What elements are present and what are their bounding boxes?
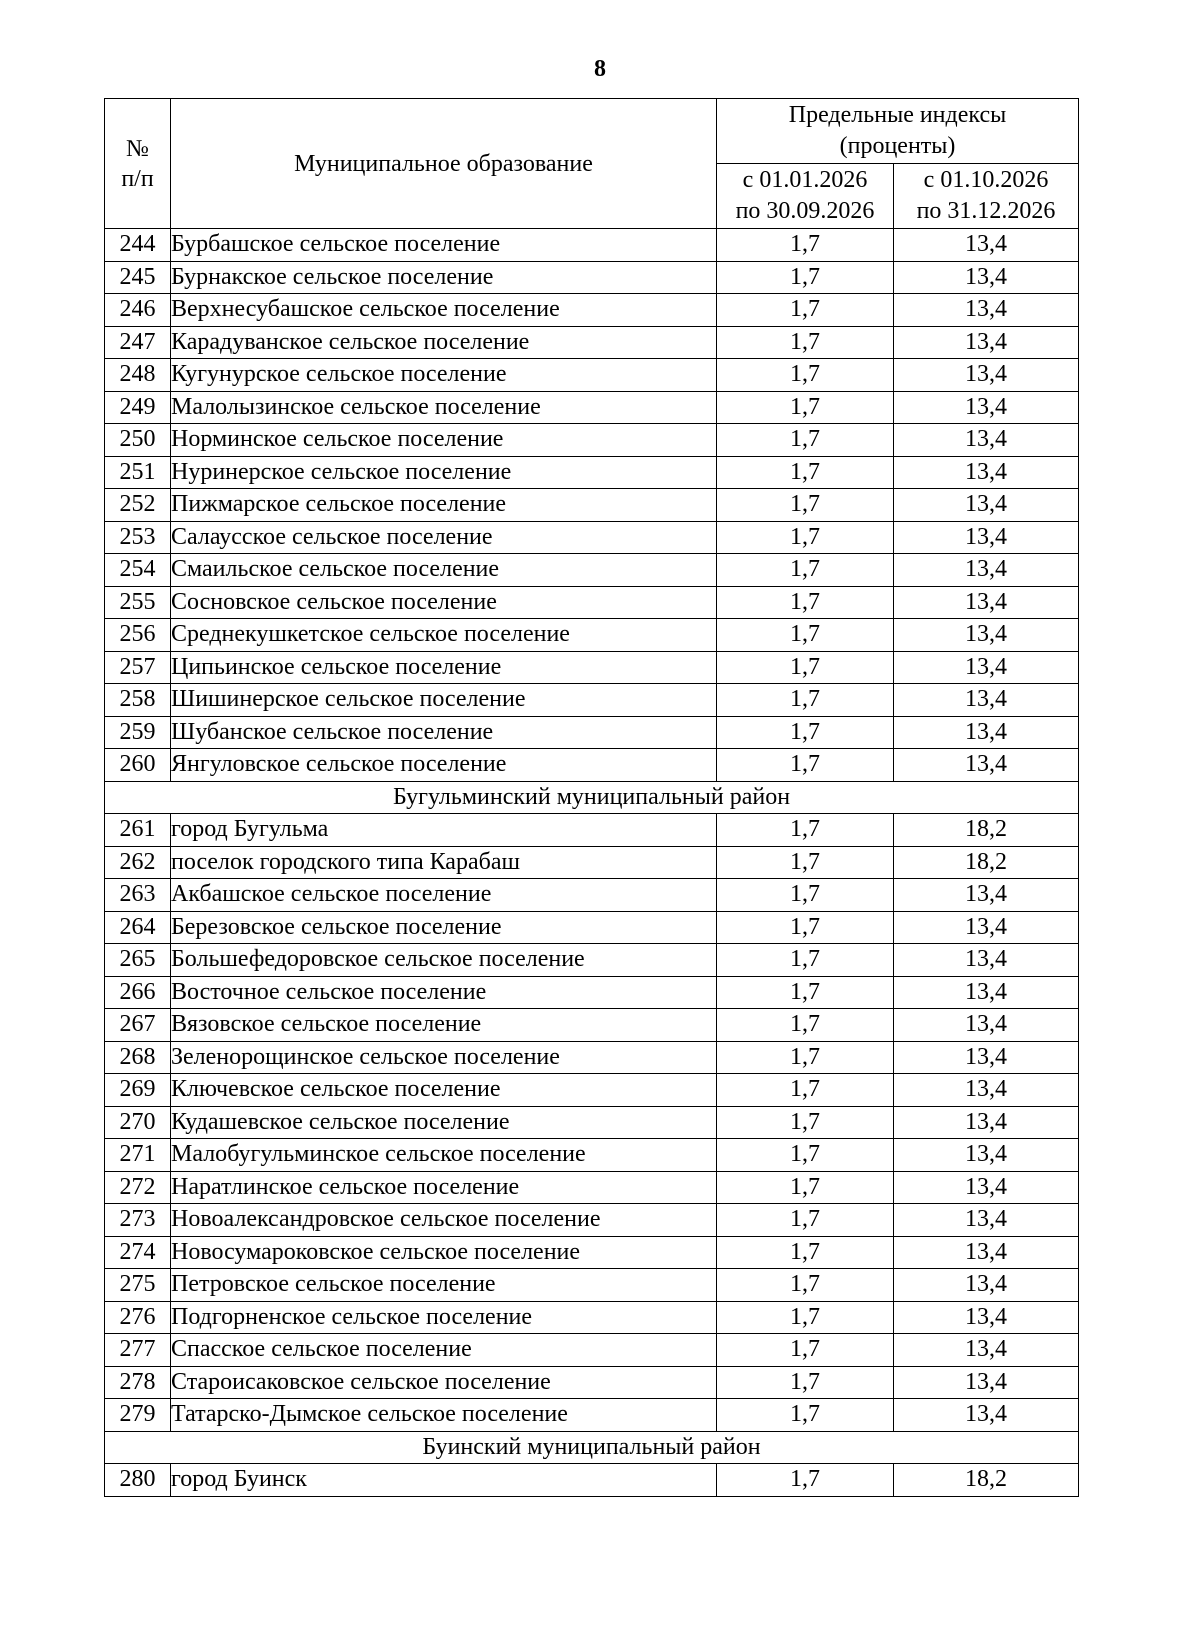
header-municipality [171, 99, 717, 229]
index-period-2: 13,4 [894, 1041, 1079, 1074]
index-period-2: 13,4 [894, 716, 1079, 749]
index-period-2: 13,4 [894, 684, 1079, 717]
index-period-1: 1,7 [717, 489, 894, 522]
row-number: 270 [105, 1106, 171, 1139]
municipality-name: Зеленорощинское сельское поселение [171, 1041, 717, 1074]
row-number: 272 [105, 1171, 171, 1204]
index-period-2: 13,4 [894, 1009, 1079, 1042]
index-period-2: 13,4 [894, 976, 1079, 1009]
index-period-2: 13,4 [894, 229, 1079, 262]
table-row [105, 294, 1079, 327]
index-period-2: 13,4 [894, 911, 1079, 944]
table-row [105, 261, 1079, 294]
municipality-name: Петровское сельское поселение [171, 1269, 717, 1302]
index-period-2: 13,4 [894, 521, 1079, 554]
index-period-2: 13,4 [894, 1171, 1079, 1204]
table-row [105, 1009, 1079, 1042]
row-number: 269 [105, 1074, 171, 1107]
index-period-2: 13,4 [894, 1269, 1079, 1302]
index-period-2: 13,4 [894, 619, 1079, 652]
municipality-name: Шишинерское сельское поселение [171, 684, 717, 717]
municipality-name: Смаильское сельское поселение [171, 554, 717, 587]
table-row [105, 879, 1079, 912]
municipality-name: Карадуванское сельское поселение [171, 326, 717, 359]
table-row [105, 846, 1079, 879]
row-number: 245 [105, 261, 171, 294]
index-period-2: 13,4 [894, 1074, 1079, 1107]
index-period-1: 1,7 [717, 1399, 894, 1432]
index-period-1: 1,7 [717, 651, 894, 684]
index-period-1: 1,7 [717, 391, 894, 424]
row-number: 278 [105, 1366, 171, 1399]
row-number: 276 [105, 1301, 171, 1334]
table-row [105, 814, 1079, 847]
index-period-2: 13,4 [894, 1236, 1079, 1269]
municipality-name: Шубанское сельское поселение [171, 716, 717, 749]
municipality-name: Бурбашское сельское поселение [171, 229, 717, 262]
table-row [105, 1139, 1079, 1172]
municipality-name: Восточное сельское поселение [171, 976, 717, 1009]
index-period-2: 13,4 [894, 1139, 1079, 1172]
section-row [105, 781, 1079, 814]
municipality-name: Сосновское сельское поселение [171, 586, 717, 619]
index-period-1: 1,7 [717, 261, 894, 294]
municipality-name: Ципьинское сельское поселение [171, 651, 717, 684]
index-period-1: 1,7 [717, 1301, 894, 1334]
index-period-2: 13,4 [894, 879, 1079, 912]
header-limit-indices-line2: (проценты) [839, 133, 956, 159]
municipality-name: Наратлинское сельское поселение [171, 1171, 717, 1204]
index-period-2: 13,4 [894, 1106, 1079, 1139]
header-number-line2: п/п [121, 165, 154, 192]
table-row [105, 1269, 1079, 1302]
municipality-name: поселок городского типа Карабаш [171, 846, 717, 879]
row-number: 261 [105, 814, 171, 847]
index-period-2: 18,2 [894, 1464, 1079, 1497]
municipality-name: Новоалександровское сельское поселение [171, 1204, 717, 1237]
row-number: 253 [105, 521, 171, 554]
header-number-line1: № [126, 135, 149, 162]
row-number: 259 [105, 716, 171, 749]
table-row [105, 944, 1079, 977]
index-period-2: 13,4 [894, 489, 1079, 522]
municipality-name: Среднекушкетское сельское поселение [171, 619, 717, 652]
index-period-1: 1,7 [717, 359, 894, 392]
index-period-1: 1,7 [717, 1204, 894, 1237]
row-number: 252 [105, 489, 171, 522]
index-period-2: 13,4 [894, 359, 1079, 392]
table-row [105, 684, 1079, 717]
header-period-2-line2: по 31.12.2026 [916, 198, 1056, 224]
municipality-name: Пижмарское сельское поселение [171, 489, 717, 522]
row-number: 244 [105, 229, 171, 262]
header-limit-indices-line1: Предельные индексы [788, 102, 1007, 128]
row-number: 265 [105, 944, 171, 977]
header-municipality-label: Муниципальное образование [294, 150, 593, 177]
header-period-1-line2: по 30.09.2026 [735, 198, 875, 224]
index-period-1: 1,7 [717, 456, 894, 489]
index-period-1: 1,7 [717, 749, 894, 782]
table-row [105, 326, 1079, 359]
index-period-2: 13,4 [894, 424, 1079, 457]
index-period-1: 1,7 [717, 944, 894, 977]
row-number: 254 [105, 554, 171, 587]
municipality-name: город Буинск [171, 1464, 717, 1497]
page-number: 8 [594, 56, 606, 82]
municipality-name: Большефедоровское сельское поселение [171, 944, 717, 977]
header-period-2-line1: с 01.10.2026 [923, 167, 1049, 193]
index-period-1: 1,7 [717, 521, 894, 554]
municipality-name: Нуринерское сельское поселение [171, 456, 717, 489]
index-period-1: 1,7 [717, 684, 894, 717]
indices-table [104, 98, 1079, 1497]
row-number: 247 [105, 326, 171, 359]
table-header [105, 99, 1079, 229]
municipality-name: Норминское сельское поселение [171, 424, 717, 457]
table-row [105, 619, 1079, 652]
index-period-1: 1,7 [717, 619, 894, 652]
row-number: 262 [105, 846, 171, 879]
index-period-2: 13,4 [894, 1366, 1079, 1399]
row-number: 249 [105, 391, 171, 424]
header-limit-indices [717, 99, 1079, 164]
index-period-2: 13,4 [894, 294, 1079, 327]
municipality-name: Верхнесубашское сельское поселение [171, 294, 717, 327]
index-period-2: 13,4 [894, 1204, 1079, 1237]
index-period-2: 18,2 [894, 846, 1079, 879]
section-title: Бугульминский муниципальный район [105, 781, 1079, 814]
table-row [105, 1334, 1079, 1367]
index-period-1: 1,7 [717, 814, 894, 847]
municipality-name: Янгуловское сельское поселение [171, 749, 717, 782]
municipality-name: Бурнакское сельское поселение [171, 261, 717, 294]
index-period-1: 1,7 [717, 1139, 894, 1172]
row-number: 255 [105, 586, 171, 619]
index-period-2: 13,4 [894, 326, 1079, 359]
municipality-name: Староисаковское сельское поселение [171, 1366, 717, 1399]
row-number: 246 [105, 294, 171, 327]
table-row [105, 554, 1079, 587]
table-row [105, 1399, 1079, 1432]
table-row [105, 1106, 1079, 1139]
table-row [105, 359, 1079, 392]
table-row [105, 716, 1079, 749]
row-number: 267 [105, 1009, 171, 1042]
table-row [105, 1236, 1079, 1269]
index-period-2: 13,4 [894, 586, 1079, 619]
municipality-name: Татарско-Дымское сельское поселение [171, 1399, 717, 1432]
index-period-1: 1,7 [717, 229, 894, 262]
municipality-name: Березовское сельское поселение [171, 911, 717, 944]
index-period-1: 1,7 [717, 424, 894, 457]
index-period-1: 1,7 [717, 586, 894, 619]
table-row [105, 229, 1079, 262]
index-period-2: 13,4 [894, 1334, 1079, 1367]
index-period-1: 1,7 [717, 1009, 894, 1042]
municipality-name: Ключевское сельское поселение [171, 1074, 717, 1107]
table-row [105, 911, 1079, 944]
index-period-1: 1,7 [717, 911, 894, 944]
index-period-2: 13,4 [894, 1399, 1079, 1432]
municipality-name: Салаусское сельское поселение [171, 521, 717, 554]
index-period-1: 1,7 [717, 716, 894, 749]
index-period-2: 13,4 [894, 749, 1079, 782]
row-number: 268 [105, 1041, 171, 1074]
municipality-name: Спасское сельское поселение [171, 1334, 717, 1367]
index-period-2: 13,4 [894, 554, 1079, 587]
row-number: 250 [105, 424, 171, 457]
row-number: 274 [105, 1236, 171, 1269]
municipality-name: Кугунурское сельское поселение [171, 359, 717, 392]
municipality-name: Вязовское сельское поселение [171, 1009, 717, 1042]
header-period-1-line1: с 01.01.2026 [742, 167, 868, 193]
index-period-1: 1,7 [717, 294, 894, 327]
index-period-2: 13,4 [894, 456, 1079, 489]
table-row [105, 1041, 1079, 1074]
section-row [105, 1431, 1079, 1464]
index-period-1: 1,7 [717, 554, 894, 587]
table-row [105, 424, 1079, 457]
table-row [105, 489, 1079, 522]
index-period-2: 13,4 [894, 261, 1079, 294]
row-number: 263 [105, 879, 171, 912]
table-row [105, 586, 1079, 619]
index-period-1: 1,7 [717, 879, 894, 912]
index-period-2: 13,4 [894, 1301, 1079, 1334]
index-period-1: 1,7 [717, 1464, 894, 1497]
row-number: 248 [105, 359, 171, 392]
index-period-2: 13,4 [894, 651, 1079, 684]
table-row [105, 1204, 1079, 1237]
index-period-2: 13,4 [894, 944, 1079, 977]
header-number [105, 99, 171, 229]
table-row [105, 651, 1079, 684]
table-row [105, 1171, 1079, 1204]
row-number: 280 [105, 1464, 171, 1497]
row-number: 277 [105, 1334, 171, 1367]
index-period-1: 1,7 [717, 1074, 894, 1107]
index-period-1: 1,7 [717, 1334, 894, 1367]
index-period-2: 18,2 [894, 814, 1079, 847]
table-body [105, 229, 1079, 1497]
table-row [105, 976, 1079, 1009]
table-row [105, 456, 1079, 489]
municipality-name: город Бугульма [171, 814, 717, 847]
index-period-1: 1,7 [717, 1236, 894, 1269]
row-number: 251 [105, 456, 171, 489]
index-period-1: 1,7 [717, 1366, 894, 1399]
index-period-1: 1,7 [717, 1171, 894, 1204]
header-period-1 [717, 164, 894, 229]
index-period-1: 1,7 [717, 976, 894, 1009]
row-number: 266 [105, 976, 171, 1009]
municipality-name: Подгорненское сельское поселение [171, 1301, 717, 1334]
table-row [105, 1366, 1079, 1399]
index-period-1: 1,7 [717, 326, 894, 359]
index-period-1: 1,7 [717, 1041, 894, 1074]
municipality-name: Новосумароковское сельское поселение [171, 1236, 717, 1269]
index-period-2: 13,4 [894, 391, 1079, 424]
table-row [105, 749, 1079, 782]
municipality-name: Малобугульминское сельское поселение [171, 1139, 717, 1172]
index-period-1: 1,7 [717, 846, 894, 879]
row-number: 264 [105, 911, 171, 944]
index-period-1: 1,7 [717, 1106, 894, 1139]
row-number: 271 [105, 1139, 171, 1172]
municipality-name: Акбашское сельское поселение [171, 879, 717, 912]
section-title: Буинский муниципальный район [105, 1431, 1079, 1464]
row-number: 273 [105, 1204, 171, 1237]
table-row [105, 1074, 1079, 1107]
row-number: 260 [105, 749, 171, 782]
row-number: 256 [105, 619, 171, 652]
table-row [105, 521, 1079, 554]
row-number: 257 [105, 651, 171, 684]
row-number: 275 [105, 1269, 171, 1302]
index-period-1: 1,7 [717, 1269, 894, 1302]
table-row [105, 1464, 1079, 1497]
table-row [105, 391, 1079, 424]
row-number: 279 [105, 1399, 171, 1432]
table-row [105, 1301, 1079, 1334]
row-number: 258 [105, 684, 171, 717]
municipality-name: Кудашевское сельское поселение [171, 1106, 717, 1139]
header-period-2 [894, 164, 1079, 229]
municipality-name: Малолызинское сельское поселение [171, 391, 717, 424]
